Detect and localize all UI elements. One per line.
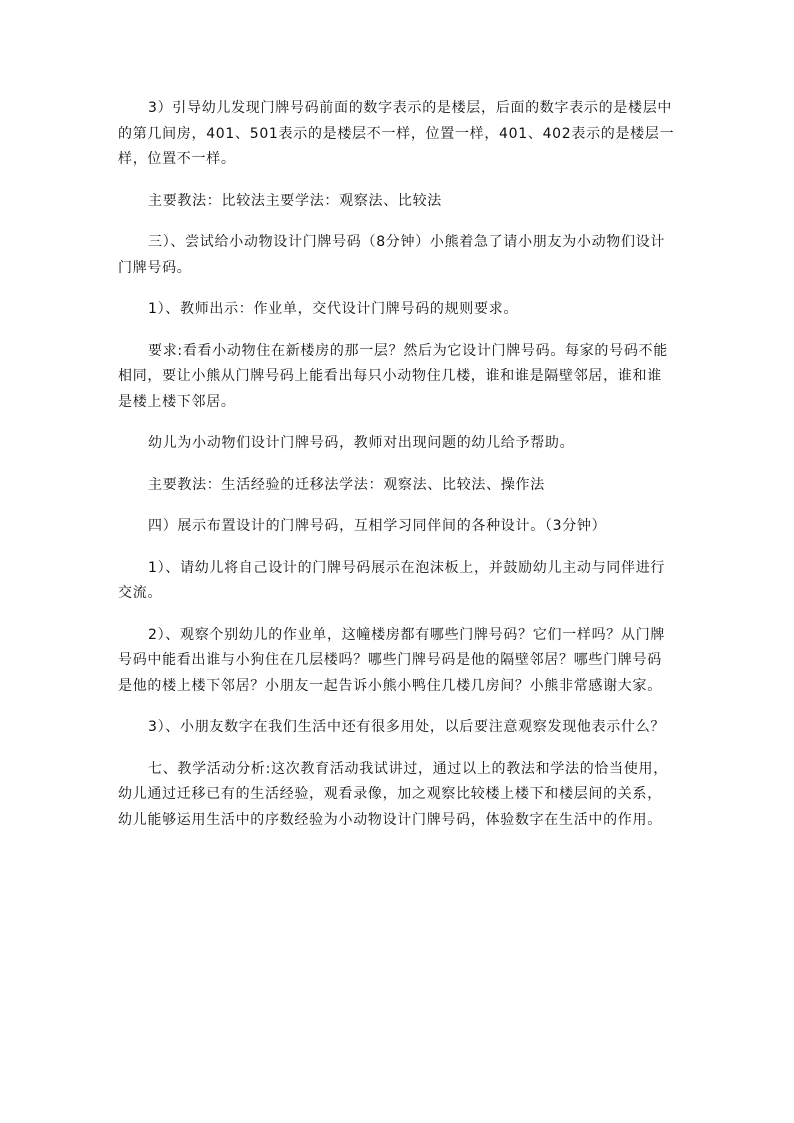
paragraph-methods-comparison: 主要教法：比较法主要学法：观察法、比较法 [148,192,442,209]
document-body [118,96,676,849]
paragraph-step-3-floor-numbers: 3）引导幼儿发现门牌号码前面的数字表示的是楼层，后面的数字表示的是楼层中的第几间房，401、501表示的是楼层不一样，位置一样，401、402表示的是楼层一样，位置不一样。 [118,100,675,167]
paragraph-section-four: 四）展示布置设计的门牌号码，互相学习同伴间的各种设计。（3分钟） [148,518,607,534]
paragraph-children-design: 幼儿为小动物们设计门牌号码，教师对出现问题的幼儿给予帮助。 [148,435,575,451]
paragraph-display-board: 1）、请幼儿将自己设计的门牌号码展示在泡沫板上，并鼓励幼儿主动与同伴进行交流。 [118,559,666,601]
paragraph-observe-worksheets: 2）、观察个别幼儿的作业单，这幢楼房都有哪些门牌号码？它们一样吗？从门牌号码中能看出谁与小狗住在几层楼吗？哪些门牌号码是他的隔壁邻居？哪些门牌号码是他的楼上楼下邻居？小朋友一起告诉小熊小鸭住几楼几房间？小熊非常感谢大家。 [118,626,666,694]
paragraph-section-three: 三）、尝试给小动物设计门牌号码（8分钟）小熊着急了请小朋友为小动物们设计门牌号码。 [118,234,666,276]
paragraph-activity-analysis: 七、教学活动分析:这次教育活动我试讲过，通过以上的教法和学法的恰当使用，幼儿通过迁移已有的生活经验，观看录像，加之观察比较楼上楼下和楼层间的关系，幼儿能够运用生活中的序数经验为小动物设计门牌号码，体验数字在生活中的作用。 [118,760,668,828]
paragraph-requirements: 要求:看看小动物住在新楼房的那一层？然后为它设计门牌号码。每家的号码不能相同，要让小熊从门牌号码上能看出每只小动物住几楼，谁和谁是隔壁邻居，谁和谁是楼上楼下邻居。 [118,342,668,410]
paragraph-methods-transfer: 主要教法：生活经验的迁移法学法：观察法、比较法、操作法 [148,476,545,493]
paragraph-numbers-in-life: 3）、小朋友数字在我们生活中还有很多用处，以后要注意观察发现他表示什么？ [148,719,666,735]
paragraph-teacher-shows-worksheet: 1）、教师出示：作业单，交代设计门牌号码的规则要求。 [148,301,519,317]
